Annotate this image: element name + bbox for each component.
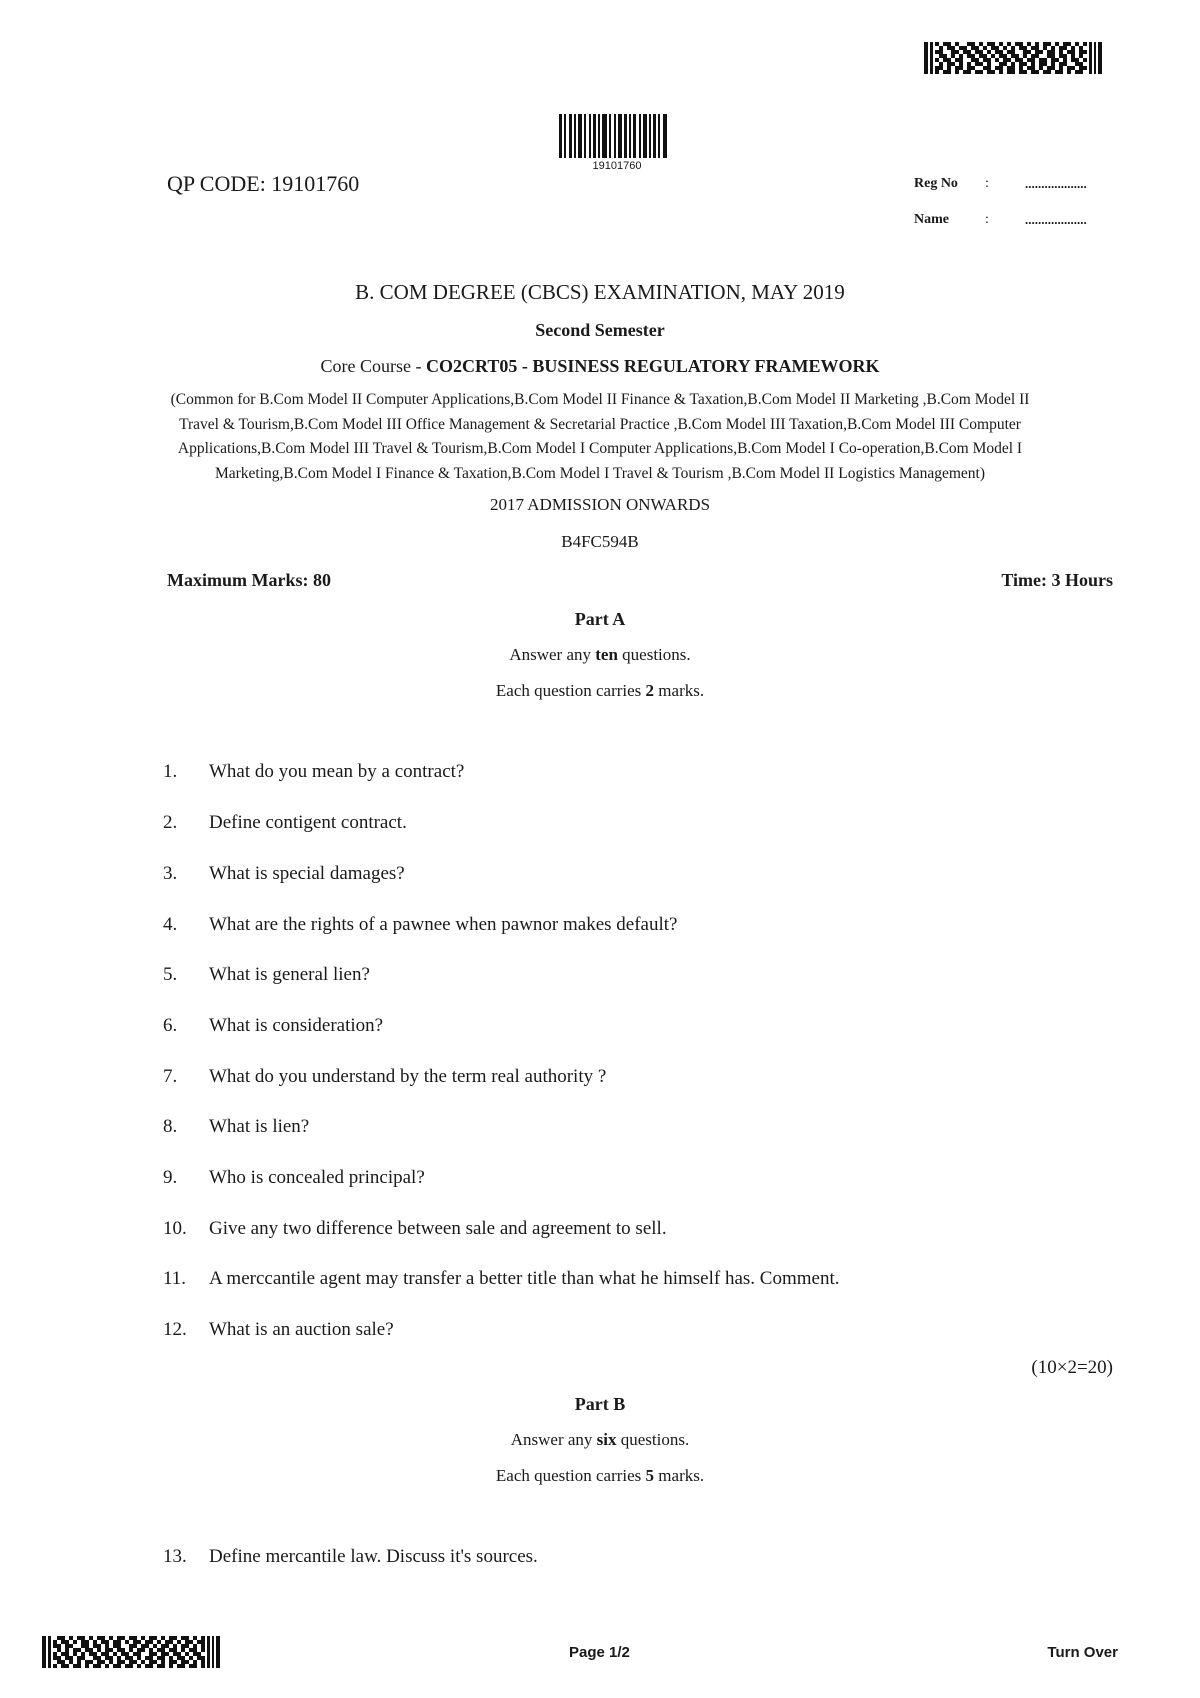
barcode-number: 19101760 <box>592 160 642 172</box>
part-a-marks-summary: (10×2=20) <box>1031 1357 1113 1378</box>
question-text: A merccantile agent may transfer a better title than what he himself has. Comment. <box>209 1268 840 1289</box>
question-number: 7. <box>163 1066 178 1087</box>
part-a-instr2-post: marks. <box>654 681 705 700</box>
question-text: What is general lien? <box>209 964 370 985</box>
qp-code: QP CODE: 19101760 <box>167 171 360 196</box>
question-number: 2. <box>163 812 178 833</box>
common-for-line: (Common for B.Com Model II Computer Applications,B.Com Model II Finance & Taxation,B.Com Model II Marketing ,B.Com Model II <box>170 391 1030 408</box>
top-right-matrix-barcode <box>924 42 1130 74</box>
question-text: What do you mean by a contract? <box>209 761 465 782</box>
question-number: 13. <box>163 1546 187 1567</box>
question-number: 1. <box>163 761 178 782</box>
question-text: What are the rights of a pawnee when pawnor makes default? <box>209 914 678 935</box>
question-text: Who is concealed principal? <box>209 1167 425 1188</box>
question-number: 6. <box>163 1015 178 1036</box>
part-b-instr1-bold: six <box>596 1430 617 1449</box>
part-b-instruction-1 <box>0 1430 1200 1450</box>
page-number: Page 1/2 <box>569 1644 630 1661</box>
bottom-left-matrix-barcode <box>42 1636 248 1668</box>
common-for-line: Marketing,B.Com Model I Finance & Taxation,B.Com Model I Travel & Tourism ,B.Com Model II Logistics Management) <box>214 464 986 482</box>
course-prefix: Core Course - <box>320 356 426 376</box>
reg-no-colon: : <box>985 176 989 191</box>
question-number: 4. <box>163 914 178 935</box>
question-text: Define mercantile law. Discuss it's sources. <box>209 1546 538 1567</box>
part-a-instruction-2 <box>0 681 1200 701</box>
course-code-title: CO2CRT05 - BUSINESS REGULATORY FRAMEWORK <box>426 356 880 376</box>
question-text: What is lien? <box>209 1116 310 1137</box>
part-a-instr2-bold: 2 <box>645 681 655 700</box>
question-text: What is an auction sale? <box>209 1319 394 1340</box>
question-number: 9. <box>163 1167 178 1188</box>
question-number: 10. <box>163 1218 187 1239</box>
reg-no-blank[interactable]: ................... <box>1025 176 1087 191</box>
max-marks: Maximum Marks: 80 <box>167 570 331 590</box>
part-b-instr1-post: questions. <box>616 1430 690 1449</box>
center-barcode <box>559 114 675 158</box>
question-number: 11. <box>163 1268 187 1289</box>
course-line <box>0 356 1200 377</box>
exam-time: Time: 3 Hours <box>1001 570 1113 590</box>
paper-code: B4FC594B <box>561 532 639 551</box>
part-b-instruction-2 <box>0 1466 1200 1486</box>
part-b-heading: Part B <box>574 1394 626 1414</box>
part-a-instr1-bold: ten <box>595 645 618 664</box>
name-blank[interactable]: ................... <box>1025 212 1087 227</box>
common-for-block <box>120 388 1080 486</box>
question-text: Give any two difference between sale and agreement to sell. <box>209 1218 667 1239</box>
question-text: What is special damages? <box>209 863 405 884</box>
question-text: What is consideration? <box>209 1015 384 1036</box>
part-b-instr2-bold: 5 <box>645 1466 655 1485</box>
semester: Second Semester <box>535 320 665 340</box>
question-number: 12. <box>163 1319 187 1340</box>
part-a-heading: Part A <box>574 609 626 629</box>
admission: 2017 ADMISSION ONWARDS <box>489 495 711 514</box>
part-b-instr2-post: marks. <box>654 1466 705 1485</box>
name-colon: : <box>985 212 989 227</box>
exam-title: B. COM DEGREE (CBCS) EXAMINATION, MAY 2019 <box>355 280 845 304</box>
name-label: Name <box>914 212 949 227</box>
common-for-line: Applications,B.Com Model III Travel & Tourism,B.Com Model I Computer Applications,B.Com Model I Co-operation,B.Com Model I <box>177 440 1023 457</box>
turn-over: Turn Over <box>1047 1644 1118 1661</box>
reg-no-label: Reg No <box>914 176 958 191</box>
question-number: 8. <box>163 1116 178 1137</box>
question-text: What do you understand by the term real authority ? <box>209 1066 607 1087</box>
part-a-instr2-pre: Each question carries <box>495 681 646 700</box>
part-a-instruction-1 <box>0 645 1200 665</box>
part-a-instr1-post: questions. <box>617 645 691 664</box>
part-a-instr1-pre: Answer any <box>509 645 596 664</box>
question-number: 5. <box>163 964 178 985</box>
question-number: 3. <box>163 863 178 884</box>
common-for-line: Travel & Tourism,B.Com Model III Office Management & Secretarial Practice ,B.Com Model III Taxation,B.Com Model III Computer <box>179 415 1021 433</box>
question-text: Define contigent contract. <box>209 812 407 833</box>
part-b-instr2-pre: Each question carries <box>495 1466 646 1485</box>
part-b-instr1-pre: Answer any <box>510 1430 597 1449</box>
